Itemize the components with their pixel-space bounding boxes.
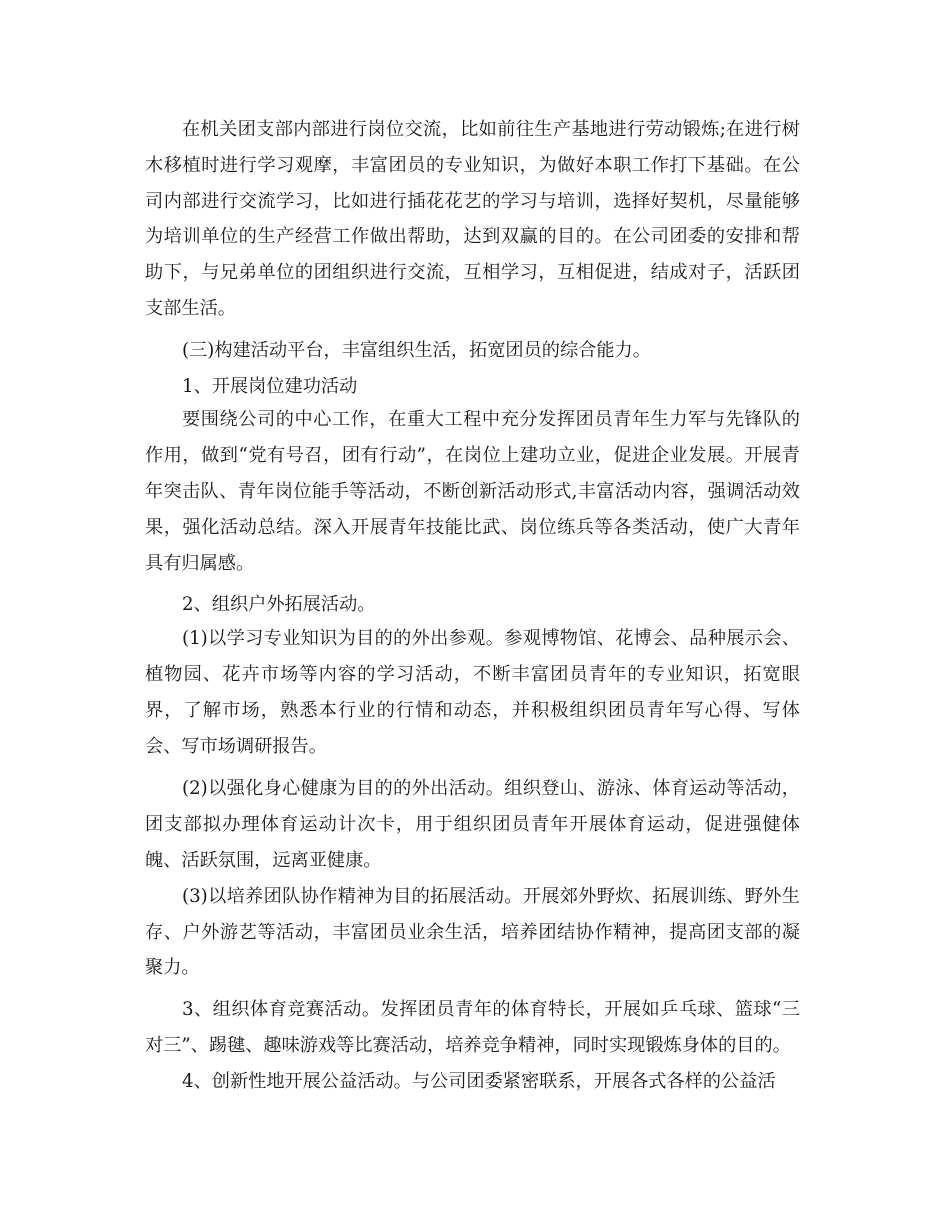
numbered-paragraph [145,1064,800,1100]
list-item-paragraph [145,879,800,986]
text-line: (2)以强化身心健康为目的的外出活动。组织登山、游泳、体育运动等活动， [182,778,800,800]
text-line: 会、写市场调研报告。 [145,735,327,757]
body-paragraph [145,112,800,327]
text-line: 支部生活。 [145,297,236,319]
text-line: 植物园、花卉市场等内容的学习活动，不断丰富团员青年的专业知识，拓宽眼 [145,663,800,685]
text-line: 4、创新性地开展公益活动。与公司团委紧密联系，开展各式各样的公益活 [182,1070,776,1092]
text-line: 存、户外游艺等活动，丰富团员业余生活，培养团结协作精神，提高团支部的凝 [145,921,800,943]
text-line: 助下，与兄弟单位的团组织进行交流，互相学习，互相促进，结成对子，活跃团 [145,262,800,284]
text-line: 果，强化活动总结。深入开展青年技能比武、岗位练兵等各类活动，使广大青年 [145,516,800,538]
text-line: 具有归属感。 [145,552,255,574]
section-heading [145,333,800,369]
text-line: 3、组织体育竞赛活动。发挥团员青年的体育特长，开展如乒乓球、篮球“三 [182,999,800,1021]
text-line: 魄、活跃氛围，远离亚健康。 [145,849,382,871]
text-line: (1)以学习专业知识为目的的外出参观。参观博物馆、花博会、品种展示会、 [182,628,800,650]
subsection-heading [145,587,800,623]
text-line: 作用，做到“党有号召，团有行动”，在岗位上建功立业，促进企业发展。开展青 [145,445,800,467]
text-line: 对三”、踢毽、趣味游戏等比赛活动，培养竞争精神，同时实现锻炼身体的目的。 [145,1034,791,1056]
text-line: 年突击队、青年岗位能手等活动，不断创新活动形式,丰富活动内容，强调活动效 [145,480,800,502]
subsection-heading [145,369,800,405]
section-heading-text: (三)构建活动平台，丰富组织生活，拓宽团员的综合能力。 [182,339,651,361]
text-line: 团支部拟办理体育运动计次卡，用于组织团员青年开展体育运动，促进强健体 [145,814,800,836]
list-item-paragraph [145,771,800,878]
document-body [145,112,800,1100]
subsection-heading-text: 2、组织户外拓展活动。 [182,594,376,616]
list-item-paragraph [145,621,800,764]
text-line: 要围绕公司的中心工作，在重大工程中充分发挥团员青年生力军与先锋队的 [182,409,800,431]
text-line: (3)以培养团队协作精神为目的拓展活动。开展郊外野炊、拓展训练、野外生 [182,885,800,907]
numbered-paragraph [145,992,800,1064]
text-line: 为培训单位的生产经营工作做出帮助，达到双赢的目的。在公司团委的安排和帮 [145,226,800,248]
body-paragraph [145,402,800,581]
text-line: 木移植时进行学习观摩，丰富团员的专业知识，为做好本职工作打下基础。在公 [145,154,800,176]
subsection-heading-text: 1、开展岗位建功活动 [182,375,358,397]
text-line: 司内部进行交流学习，比如进行插花花艺的学习与培训，选择好契机，尽量能够 [145,190,800,212]
text-line: 界，了解市场，熟悉本行业的行情和动态，并积极组织团员青年写心得、写体 [145,699,800,721]
text-line: 聚力。 [145,957,200,979]
text-line: 在机关团支部内部进行岗位交流，比如前往生产基地进行劳动锻炼;在进行树 [182,119,800,140]
